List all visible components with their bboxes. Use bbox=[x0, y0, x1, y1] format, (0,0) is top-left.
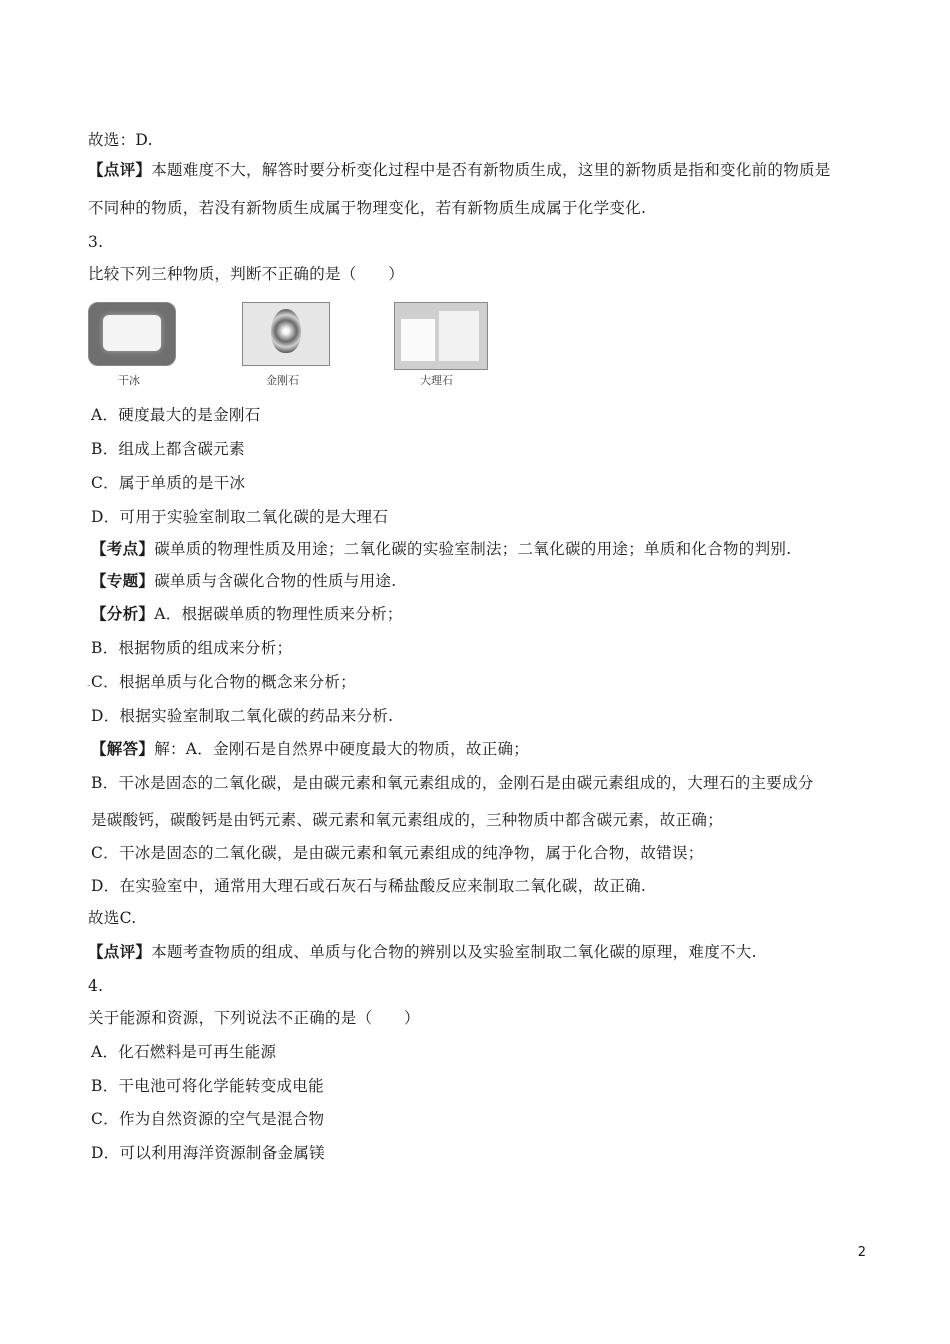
knowledge-point-text: 碳单质的物理性质及用途；二氧化碳的实验室制法；二氧化碳的用途；单质和化合物的判别. bbox=[154, 540, 792, 558]
comment-text-2: 本题考查物质的组成、单质与化合物的辨别以及实验室制取二氧化碳的原理，难度不大. bbox=[151, 943, 757, 961]
question-number: 3. bbox=[88, 233, 104, 251]
stray-mark: - bbox=[87, 681, 91, 691]
question-number-4: 4. bbox=[88, 977, 104, 995]
marble-figure bbox=[394, 302, 488, 387]
q4-option-d: D．可以利用海洋资源制备金属镁 bbox=[91, 1144, 325, 1162]
analysis-c: C．根据单质与化合物的概念来分析； bbox=[91, 673, 356, 691]
diamond-figure bbox=[242, 302, 330, 387]
comment-tag-2: 【点评】 bbox=[88, 942, 152, 961]
question-stem: 比较下列三种物质，判断不正确的是（ ） bbox=[88, 265, 405, 283]
analysis-b: B．根据物质的组成来分析； bbox=[91, 639, 293, 657]
solution-line bbox=[91, 739, 529, 759]
q4-option-a: A．化石燃料是可再生能源 bbox=[91, 1043, 277, 1061]
diamond-caption: 金刚石 bbox=[266, 374, 299, 387]
answer-choice-2: 故选C. bbox=[88, 909, 137, 927]
knowledge-point-tag: 【考点】 bbox=[91, 539, 155, 558]
topic-line bbox=[91, 571, 396, 591]
comment-line bbox=[88, 160, 831, 180]
topic-text: 碳单质与含碳化合物的性质与用途. bbox=[154, 572, 397, 590]
diamond-image bbox=[242, 302, 330, 366]
option-b: B．组成上都含碳元素 bbox=[91, 440, 245, 458]
knowledge-point-line bbox=[91, 539, 791, 559]
option-d: D．可用于实验室制取二氧化碳的是大理石 bbox=[91, 508, 389, 526]
analysis-d: D．根据实验室制取二氧化碳的药品来分析. bbox=[91, 707, 394, 725]
analysis-tag: 【分析】 bbox=[91, 604, 155, 623]
solution-c: C．干冰是固态的二氧化碳，是由碳元素和氧元素组成的纯净物，属于化合物，故错误； bbox=[91, 844, 704, 862]
solution-tag: 【解答】 bbox=[91, 739, 155, 758]
material-figures bbox=[88, 302, 488, 390]
question-stem-4: 关于能源和资源，下列说法不正确的是（ ） bbox=[88, 1009, 420, 1027]
analysis-text: A．根据碳单质的物理性质来分析； bbox=[154, 605, 403, 623]
page-number: 2 bbox=[857, 1245, 866, 1260]
dry-ice-image bbox=[88, 302, 176, 366]
solution-text: 解：A．金刚石是自然界中硬度最大的物质，故正确； bbox=[154, 740, 530, 758]
comment-continuation: 不同种的物质，若没有新物质生成属于物理变化，若有新物质生成属于化学变化. bbox=[88, 199, 647, 217]
solution-d: D．在实验室中，通常用大理石或石灰石与稀盐酸反应来制取二氧化碳，故正确. bbox=[91, 877, 647, 895]
topic-tag: 【专题】 bbox=[91, 571, 155, 590]
solution-b: B．干冰是固态的二氧化碳，是由碳元素和氧元素组成的，金刚石是由碳元素组成的，大理石的主要成分 bbox=[91, 774, 814, 792]
dry-ice-caption: 干冰 bbox=[118, 374, 140, 387]
q4-option-c: C．作为自然资源的空气是混合物 bbox=[91, 1110, 325, 1128]
option-c: C．属于单质的是干冰 bbox=[91, 474, 246, 492]
comment-line-2 bbox=[88, 942, 757, 962]
comment-text: 本题难度不大，解答时要分析变化过程中是否有新物质生成，这里的新物质是指和变化前的物质是 bbox=[151, 161, 831, 179]
option-a: A．硬度最大的是金刚石 bbox=[91, 406, 261, 424]
marble-caption: 大理石 bbox=[420, 374, 453, 387]
marble-image bbox=[394, 302, 488, 370]
answer-choice-line: 故选：D. bbox=[88, 131, 153, 149]
dry-ice-figure bbox=[88, 302, 176, 387]
solution-b-cont: 是碳酸钙，碳酸钙是由钙元素、碳元素和氧元素组成的，三种物质中都含碳元素，故正确； bbox=[91, 811, 724, 829]
comment-tag: 【点评】 bbox=[88, 160, 152, 179]
analysis-line bbox=[91, 604, 403, 624]
q4-option-b: B．干电池可将化学能转变成电能 bbox=[91, 1077, 324, 1095]
